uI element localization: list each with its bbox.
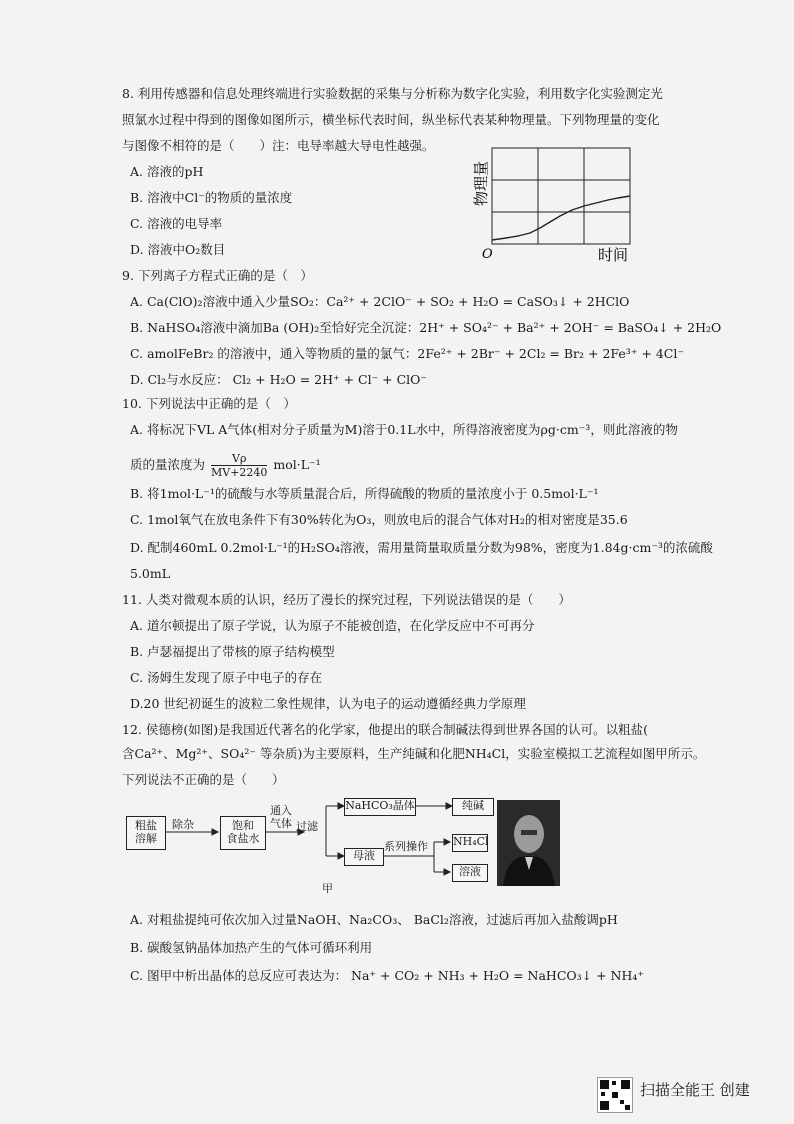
- scanner-watermark: 扫描全能王 创建: [640, 1081, 750, 1099]
- q10-fraction-numerator: Vρ: [211, 452, 267, 466]
- q8-option-b: B. 溶液中Cl⁻的物质的量浓度: [130, 190, 293, 205]
- qr-code-icon: [597, 1077, 633, 1113]
- graph-xlabel: 时间: [598, 246, 629, 264]
- q10-stem: 10. 下列说法中正确的是（ ）: [122, 396, 296, 411]
- q10-option-d-line1: D. 配制460mL 0.2mol·L⁻¹的H₂SO₄溶液，需用量筒量取质量分数为98%，密度为1.84g·cm⁻³的浓硫酸: [130, 540, 713, 555]
- q10-option-d-line2: 5.0mL: [130, 566, 171, 581]
- q12-option-c: C. 图甲中析出晶体的总反应可表达为： Na⁺ + CO₂ + NH₃ + H₂O = NaHCO₃↓ + NH₄⁺: [130, 968, 644, 983]
- box-solution: 溶液: [452, 864, 488, 882]
- q12-line3: 下列说法不正确的是（ ）: [122, 772, 285, 787]
- q8-option-a: A. 溶液的pH: [130, 164, 204, 179]
- box-saturated-brine-line2: 食盐水: [226, 832, 260, 845]
- q10-a-unit: mol·L⁻¹: [273, 457, 321, 472]
- step-gas-line2: 气体: [270, 817, 292, 830]
- q12-line1: 12. 侯德榜(如图)是我国近代著名的化学家，他提出的联合制碱法得到世界各国的认可。以粗盐(: [122, 722, 648, 737]
- step-purify: 除杂: [172, 818, 194, 831]
- q10-option-a-line2: [130, 452, 321, 479]
- qr-pattern: [598, 1078, 632, 1112]
- q9-option-b: B. NaHSO₄溶液中滴加Ba (OH)₂至恰好完全沉淀：2H⁺ + SO₄²⁻ + Ba²⁺ + 2OH⁻ = BaSO₄↓ + 2H₂O: [130, 320, 722, 335]
- box-soda-ash: 纯碱: [452, 798, 494, 816]
- q10-a-prefix: 质的量浓度为: [130, 457, 206, 472]
- portrait-photo: [497, 800, 560, 886]
- q10-option-c: C. 1mol氧气在放电条件下有30%转化为O₃，则放电后的混合气体对H₂的相对密度是35.6: [130, 512, 628, 527]
- step-gas: [270, 804, 292, 830]
- q11-option-b: B. 卢瑟福提出了带核的原子结构模型: [130, 644, 335, 659]
- q8-line2: 照氯水过程中得到的图像如图所示，横坐标代表时间，纵坐标代表某种物理量。下列物理量的变化: [122, 112, 660, 127]
- graph-ylabel: 物理量: [472, 160, 490, 206]
- q11-option-d: D.20 世纪初诞生的波粒二象性规律，认为电子的运动遵循经典力学原理: [130, 696, 526, 711]
- flowchart-caption: 甲: [322, 882, 333, 895]
- q8-line3: 与图像不相符的是（ ）注：电导率越大导电性越强。: [122, 138, 435, 153]
- q10-option-b: B. 将1mol·L⁻¹的硫酸与水等质量混合后，所得硫酸的物质的量浓度小于 0.5mol·L⁻¹: [130, 486, 599, 501]
- box-nahco3: NaHCO₃晶体: [344, 798, 416, 816]
- q10-fraction: [211, 452, 267, 479]
- q8-line1: 8. 利用传感器和信息处理终端进行实验数据的采集与分析称为数字化实验，利用数字化实验测定光: [122, 86, 663, 101]
- box-crude-salt-line1: 粗盐: [135, 819, 157, 832]
- q9-option-c: C. amolFeBr₂ 的溶液中，通入等物质的量的氯气：2Fe²⁺ + 2Br⁻ + 2Cl₂ = Br₂ + 2Fe³⁺ + 4Cl⁻: [130, 346, 684, 361]
- portrait-image: [497, 800, 560, 886]
- step-filter: 过滤: [296, 820, 318, 833]
- q10-fraction-denominator: MV+2240: [211, 466, 268, 479]
- box-saturated-brine-line1: 饱和: [232, 819, 254, 832]
- q11-option-c: C. 汤姆生发现了原子中电子的存在: [130, 670, 323, 685]
- q8-option-d: D. 溶液中O₂数目: [130, 242, 226, 257]
- box-mother-liquor: 母液: [344, 848, 384, 866]
- q8-option-c: C. 溶液的电导率: [130, 216, 223, 231]
- q9-option-d: D. Cl₂与水反应： Cl₂ + H₂O = 2H⁺ + Cl⁻ + ClO⁻: [130, 372, 428, 387]
- box-crude-salt: [126, 816, 166, 850]
- box-saturated-brine: [220, 816, 266, 850]
- q12-option-a: A. 对粗盐提纯可依次加入过量NaOH、Na₂CO₃、 BaCl₂溶液，过滤后再加入盐酸调pH: [130, 912, 618, 927]
- q12-line2: 含Ca²⁺、Mg²⁺、SO₄²⁻ 等杂质)为主要原料，生产纯碱和化肥NH₄Cl，实验室模拟工艺流程如图甲所示。: [122, 746, 706, 761]
- q10-option-a-line1: A. 将标况下VL A气体(相对分子质量为M)溶于0.1L水中，所得溶液密度为ρg·cm⁻³，则此溶液的物: [130, 422, 678, 437]
- q9-option-a: A. Ca(ClO)₂溶液中通入少量SO₂：Ca²⁺ + 2ClO⁻ + SO₂ + H₂O = CaSO₃↓ + 2HClO: [130, 294, 630, 309]
- box-nh4cl: NH₄Cl: [452, 834, 488, 852]
- q8-graph: [472, 140, 638, 264]
- q9-stem: 9. 下列离子方程式正确的是（ ）: [122, 268, 313, 283]
- step-series-ops: 系列操作: [384, 840, 428, 853]
- q11-stem: 11. 人类对微观本质的认识，经历了漫长的探究过程，下列说法错误的是（ ）: [122, 592, 571, 607]
- step-gas-line1: 通入: [270, 804, 292, 817]
- box-crude-salt-line2: 溶解: [135, 832, 157, 845]
- q12-option-b: B. 碳酸氢钠晶体加热产生的气体可循环利用: [130, 940, 373, 955]
- graph-origin: O: [482, 247, 493, 262]
- q11-option-a: A. 道尔顿提出了原子学说，认为原子不能被创造，在化学反应中不可再分: [130, 618, 535, 633]
